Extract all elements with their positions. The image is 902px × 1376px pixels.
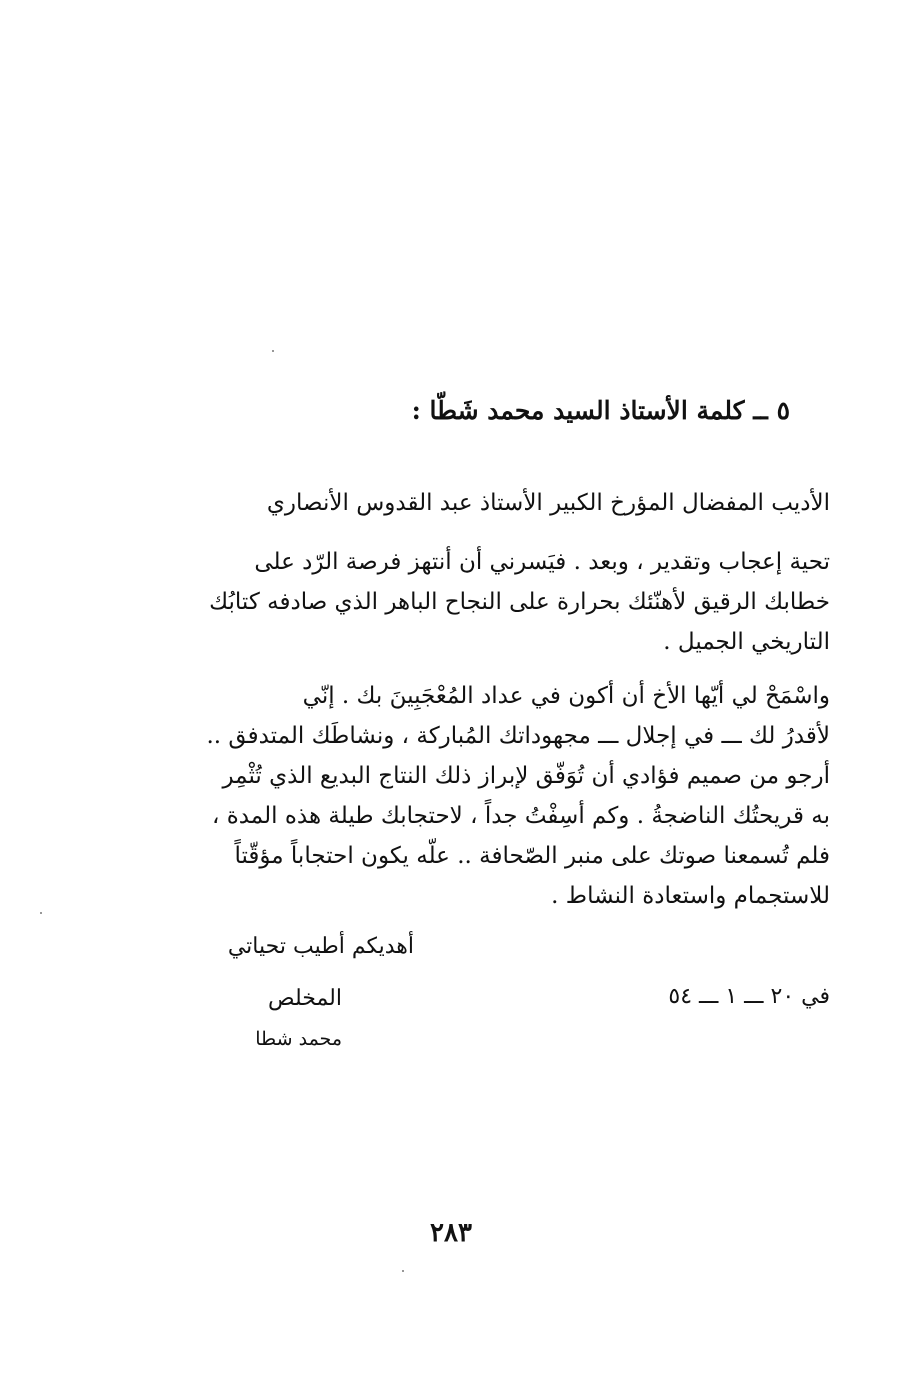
letter-date: في ٢٠ ـــ ١ ـــ ٥٤ bbox=[668, 984, 830, 1009]
paragraph-line: للاستجمام واستعادة النشاط . bbox=[551, 883, 830, 909]
closing-sincerely: المخلص bbox=[268, 986, 342, 1011]
signature: محمد شطا bbox=[255, 1028, 342, 1050]
paragraph-line: تحية إعجاب وتقدير ، وبعد . فيَسرني أن أنتهز فرصة الرّد على bbox=[254, 549, 830, 575]
paragraph-line: أرجو من صميم فؤادي أن تُوَفّق لإبراز ذلك النتاج البديع الذي تُثْمِر bbox=[222, 763, 830, 789]
salutation-line: الأديب المفضال المؤرخ الكبير الأستاذ عبد القدوس الأنصاري bbox=[266, 490, 830, 516]
page-number: ٢٨٣ bbox=[430, 1218, 472, 1248]
scan-speck bbox=[40, 912, 42, 914]
scan-speck bbox=[272, 350, 274, 352]
paragraph-line: خطابك الرقيق لأهنّئك بحرارة على النجاح الباهر الذي صادفه كتابُك bbox=[209, 589, 830, 615]
paragraph-line: التاريخي الجميل . bbox=[663, 629, 830, 655]
paragraph-body bbox=[154, 676, 830, 916]
section-heading: ٥ ــ كلمة الأستاذ السيد محمد شَطّا : bbox=[411, 396, 790, 425]
paragraph-line: فلم تُسمعنا صوتك على منبر الصّحافة .. علّه يكون احتجاباً مؤقّتاً bbox=[234, 843, 830, 869]
scan-speck bbox=[402, 1270, 404, 1272]
paragraph-line: لأقدرُ لك ـــ في إجلال ـــ مجهوداتك المُباركة ، ونشاطَك المتدفق .. bbox=[206, 723, 830, 749]
closing-wishes: أهديكم أطيب تحياتي bbox=[227, 934, 414, 959]
paragraph-line: به قريحتُك الناضجةُ . وكم أسِفْتُ جداً ، لاحتجابك طيلة هذه المدة ، bbox=[211, 803, 830, 829]
paragraph-line: واسْمَحْ لي أيّها الأخ أن أكون في عداد المُعْجَبِينَ بك . إنّي bbox=[302, 683, 830, 709]
paragraph-greeting bbox=[154, 542, 830, 662]
